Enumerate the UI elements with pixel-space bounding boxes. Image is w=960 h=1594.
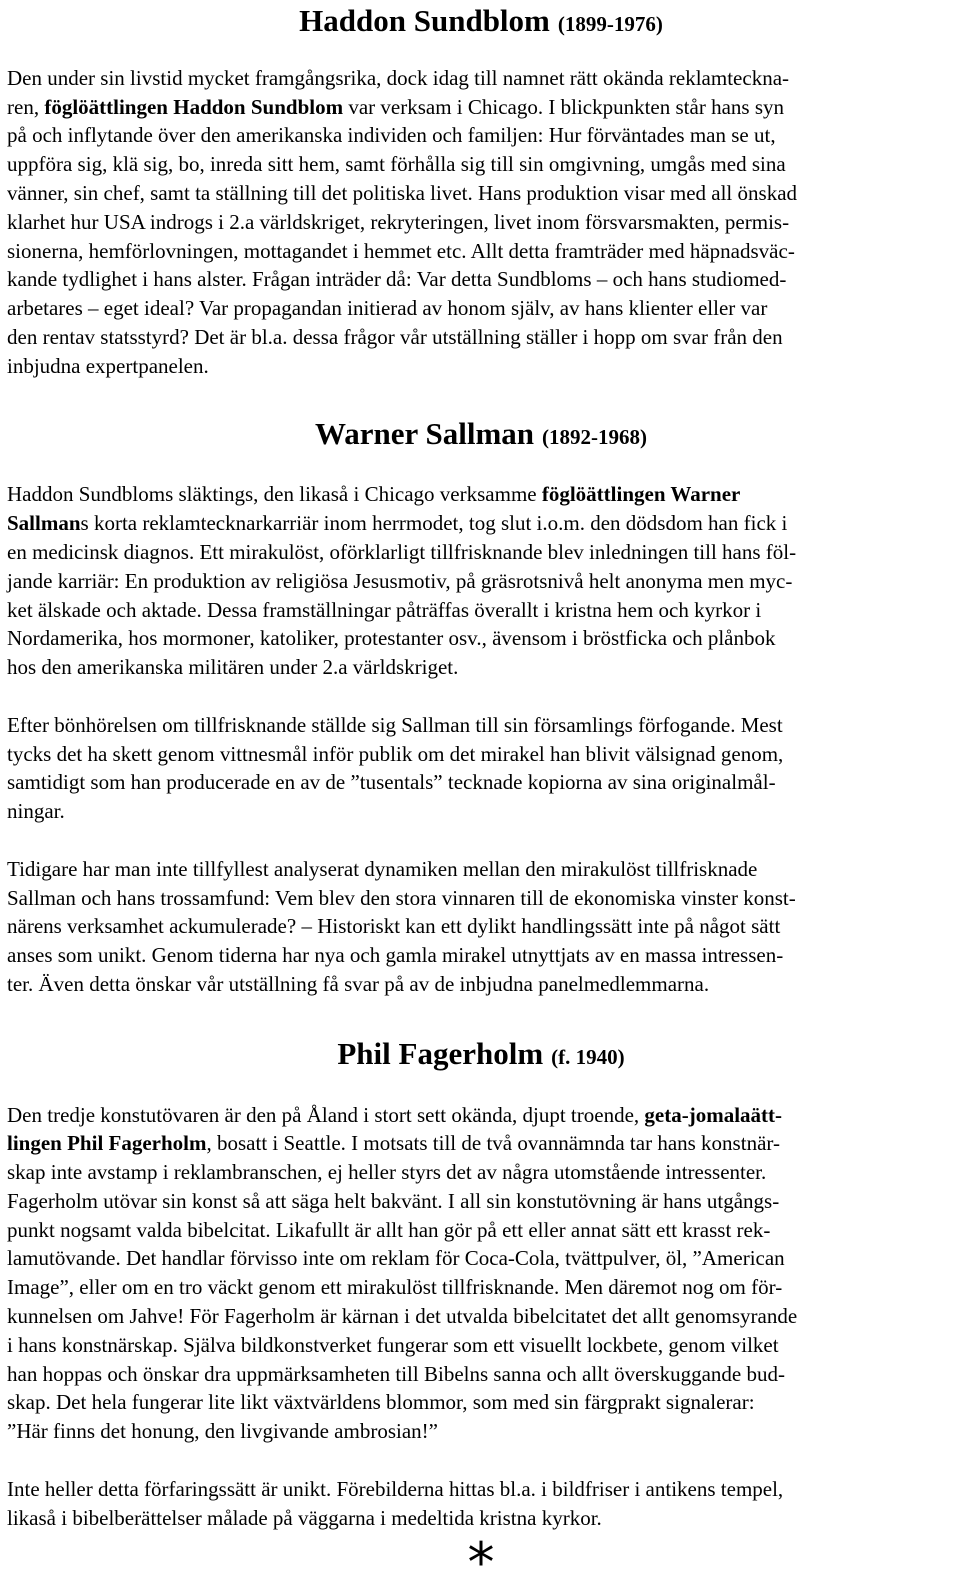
section-name: Warner Sallman [314,415,535,451]
paragraph-sallman-3 [7,826,955,999]
section-name: Haddon Sundblom [299,3,550,38]
text-run: Tidigare har man inte tillfyllest analyserat dynamiken mellan den mirakulöst tillfrisknade Sallman och hans trossamfund: Vem blev den stora vinnaren till de ekonomiska vinster konst- närens verksamhet ackumulerade? – Historiskt kan ett dylikt handlingssätt inte på något sätt anses som unikt. Genom tiderna har nya och gamla mirakel utnyttjats av en massa intressen- ter. Även detta önskar vår utställning få svar på av de inbjudna panelmedlemmarna. [7,856,796,996]
text-run: Den under sin livstid mycket framgångsrika, dock idag till namnet rätt okända reklamteckna- ren, [7,65,790,119]
text-run-bold: föglöättlingen Haddon Sundblom [44,94,344,119]
section-name: Phil Fagerholm [337,1035,544,1071]
section-dates: (1892-1968) [542,424,647,449]
paragraph-sundblom-1 [7,35,955,381]
text-run: Den tredje konstutövaren är den på Åland i stort sett okända, djupt troende, [7,1102,645,1127]
text-run: Haddon Sundbloms släktings, den likaså i Chicago verksamme [7,482,542,507]
text-run: , bosatt i Seattle. I motsats till de två ovannämnda tar hans konstnär- skap inte avstamp i reklambranschen, ej heller styrs det av några utomstående intressenter. Fagerholm utövar sin konst så att säga helt bakvänt. I all sin konstutövning är hans utgångs- punkt nogsamt valda bibelcitat. Likafullt är allt han gör på ett eller annat sätt ett krasst rek- lamutövande. Det handlar förvisso inte om reklam för Coca-Cola, tvättpulver, öl, ”American Image”, eller om en tro väckt genom ett mirakulöst tillfrisknande. Men däremot nog om för- kunnelsen om Jahve! För Fagerholm är kärnan i det utvalda bibelcitatet det allt genomsyrande i hans konstnärskap. Själva bildkonstverket fungerar som ett visuellt lockbete, genom vilket han hoppas och önskar dra uppmärksamheten till Bibelns sanna och allt överskuggande bud- skap. Det hela fungerar lite likt växtvärldens blommor, som med sin färgprakt signalerar: ”Här finns det honung, den livgivande ambrosian!” [7,1131,798,1444]
section-dates: (1899-1976) [557,12,663,36]
paragraph-fagerholm-2 [7,1446,955,1532]
paragraph-sallman-2 [7,682,955,826]
section-title-fagerholm [7,1035,955,1071]
text-run: s korta reklamtecknarkarriär inom herrmodet, tog slut i.o.m. den dödsdom han fick i en medicinsk diagnos. Ett mirakulöst, oförklarligt tillfrisknande blev inledningen till hans föl- jande karriär: En produktion av religiösa Jesusmotiv, på gräsrotsnivå helt anonyma men myc- ket älskade och aktade. Dessa framställningar påträffas överallt i kristna hem och kyrkor i Nordamerika, hos mormoner, katoliker, protestanter osv., ävensom i bröstficka och plånbok hos den amerikanska militären under 2.a världskriget. [7,511,797,680]
paragraph-sallman-1 [7,452,955,682]
section-dates: (f. 1940) [551,1044,625,1069]
text-run: Efter bönhörelsen om tillfrisknande ställde sig Sallman till sin församlings förfogande. Mest tycks det ha skett genom vittnesmål inför publik om det mirakel han blivit välsignad genom, samtidigt som han producerade en av de ”tusentals” tecknade kopiorna av sina originalmål- ningar. [7,712,784,824]
text-run-bold: geta-jomalaätt- lingen Phil Fagerholm [7,1102,783,1156]
end-asterisk: * [467,1531,495,1594]
text-run-bold: föglöättlingen Warner Sallman [7,482,741,536]
text-run: var verksam i Chicago. I blickpunkten står hans syn på och inflytande över den amerikanska individen och familjen: Hur förväntades man se ut, uppföra sig, klä sig, bo, inreda sitt hem, samt förhålla sig till sin omgivning, umgås med sina vänner, sin chef, samt ta ställning till det politiska livet. Hans produktion visar med all önskad klarhet hur USA indrogs i 2.a världskriget, rekryteringen, livet inom försvarsmakten, permis- sionerna, hemförlovningen, mottagandet i hemmet etc. Allt detta framträder med häpnadsväc- kande tydlighet i hans alster. Frågan inträder då: Var detta Sundbloms – och hans studiomed- arbetares – eget ideal? Var propagandan initierad av honom själv, av hans klienter eller var den rentav statsstyrd? Det är bl.a. dessa frågor vår utställning ställer i hopp om svar från den inbjudna expertpanelen. [7,94,798,378]
section-title-sallman [7,415,955,451]
document-page [7,0,955,1594]
paragraph-fagerholm-1 [7,1072,955,1446]
text-run: Inte heller detta förfaringssätt är unikt. Förebilderna hittas bl.a. i bildfriser i antikens tempel, likaså i bibelberättelser målade på väggarna i medeltida kristna kyrkor. [7,1476,784,1530]
section-title-sundblom [7,3,955,38]
